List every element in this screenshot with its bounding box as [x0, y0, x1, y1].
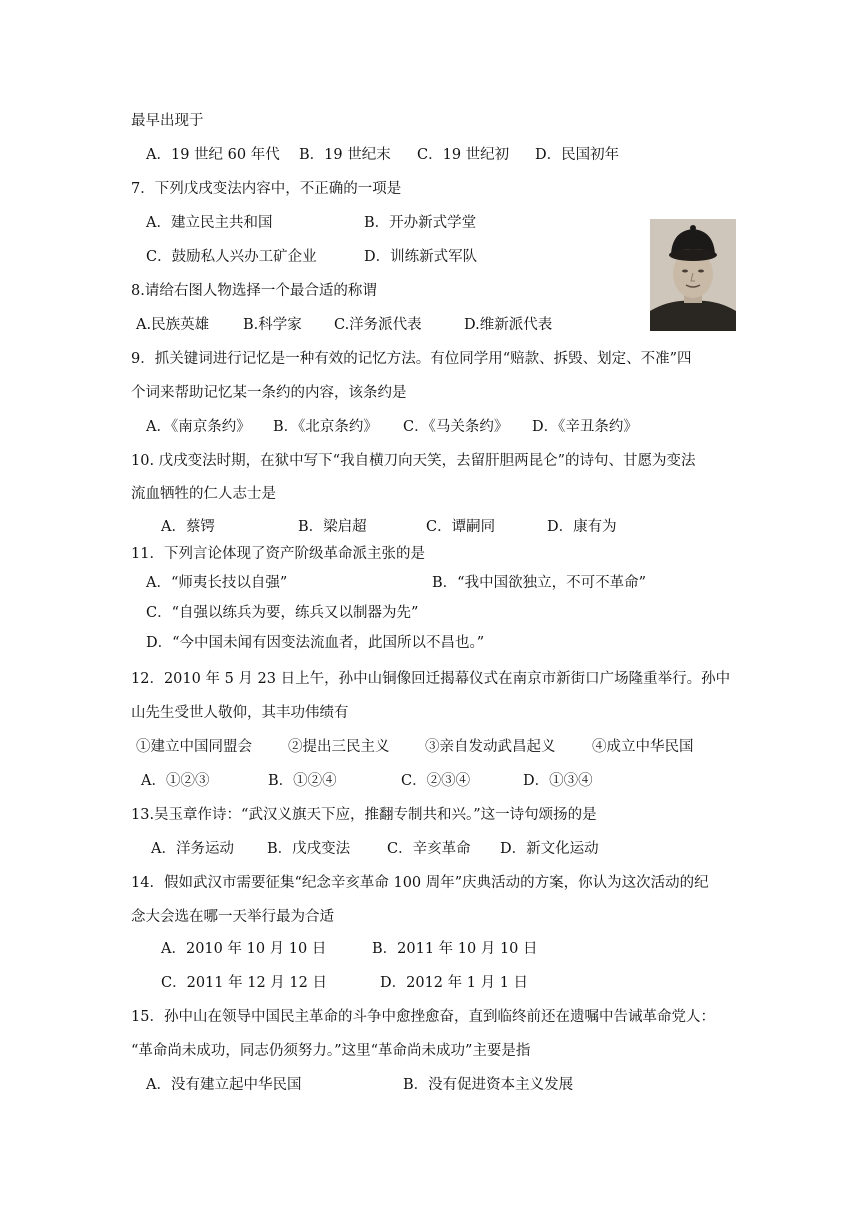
- option-a: A．“师夷长技以自强”: [146, 575, 288, 591]
- question-14-line-1: 14．假如武汉市需要征集“纪念辛亥革命 100 周年”庆典活动的方案，你认为这次活动的纪: [131, 875, 709, 891]
- question-12-line-2: 山先生受世人敬仰，其丰功伟绩有: [131, 705, 349, 721]
- option-b: B．戊戌变法: [267, 841, 351, 857]
- question-15-line-2: “革命尚未成功，同志仍须努力。”这里“革命尚未成功”主要是指: [131, 1043, 531, 1059]
- question-9-line-1: 9．抓关键词进行记忆是一种有效的记忆方法。有位同学用“赔款、拆毁、划定、不准”四: [131, 351, 692, 367]
- question-12-line-1: 12．2010 年 5 月 23 日上午，孙中山铜像回迁揭幕仪式在南京市新街口广场隆重举行。孙中: [131, 671, 731, 687]
- option-c: C.洋务派代表: [334, 317, 422, 333]
- portrait-image: [650, 219, 736, 331]
- option-a: A．2010 年 10 月 10 日: [161, 941, 327, 957]
- statement-2: ②提出三民主义: [288, 739, 390, 755]
- question-9-line-2: 个词来帮助记忆某一条约的内容，该条约是: [131, 385, 407, 401]
- question-10-line-2: 流血牺牲的仁人志士是: [131, 486, 276, 502]
- option-d: D．①③④: [523, 773, 593, 789]
- option-c: C．②③④: [401, 773, 471, 789]
- question-7: 7．下列戊戌变法内容中，不正确的一项是: [131, 181, 402, 197]
- option-a: A．没有建立起中华民国: [146, 1077, 302, 1093]
- option-a: A．19 世纪 60 年代: [146, 147, 280, 163]
- question-11: 11．下列言论体现了资产阶级革命派主张的是: [131, 546, 425, 562]
- option-a: A．洋务运动: [151, 841, 234, 857]
- option-c: C．《马关条约》: [403, 419, 509, 435]
- option-a: A．建立民主共和国: [146, 215, 273, 231]
- option-d: D.维新派代表: [464, 317, 553, 333]
- option-c: C．谭嗣同: [426, 519, 496, 535]
- option-a: A．蔡锷: [161, 519, 215, 535]
- option-b: B．开办新式学堂: [364, 215, 477, 231]
- option-b: B．19 世纪末: [299, 147, 391, 163]
- option-b: B．“我中国欲独立，不可不革命”: [432, 575, 646, 591]
- question-15-line-1: 15．孙中山在领导中国民主革命的斗争中愈挫愈奋，直到临终前还在遗嘱中告诫革命党人：: [131, 1009, 715, 1025]
- option-d: D．2012 年 1 月 1 日: [380, 975, 529, 991]
- option-b: B．2011 年 10 月 10 日: [372, 941, 538, 957]
- option-c: C．鼓励私人兴办工矿企业: [146, 249, 317, 265]
- option-d: D．民国初年: [535, 147, 620, 163]
- option-a: A．《南京条约》: [146, 419, 251, 435]
- portrait-figure: [650, 219, 736, 331]
- statement-1: ①建立中国同盟会: [136, 739, 252, 755]
- option-a: A.民族英雄: [136, 317, 210, 333]
- question-continuation: 最早出现于: [131, 113, 204, 129]
- question-8: 8.请给右图人物选择一个最合适的称谓: [131, 283, 377, 299]
- option-d: D．《辛丑条约》: [532, 419, 638, 435]
- option-c: C．2011 年 12 月 12 日: [161, 975, 327, 991]
- option-b: B.科学家: [243, 317, 302, 333]
- option-d: D．“今中国未闻有因变法流血者，此国所以不昌也。”: [146, 635, 485, 651]
- question-13: 13.吴玉章作诗：“武汉义旗天下应，推翻专制共和兴。”这一诗句颂扬的是: [131, 807, 597, 823]
- statement-4: ④成立中华民国: [592, 739, 694, 755]
- option-b: B．《北京条约》: [273, 419, 378, 435]
- question-14-line-2: 念大会选在哪一天举行最为合适: [131, 909, 334, 925]
- option-d: D．新文化运动: [500, 841, 599, 857]
- option-b: B．没有促进资本主义发展: [403, 1077, 574, 1093]
- option-a: A．①②③: [141, 773, 210, 789]
- question-10-line-1: 10. 戊戌变法时期，在狱中写下“我自横刀向天笑，去留肝胆两昆仑”的诗句、甘愿为变法: [131, 453, 696, 469]
- option-c: C．“自强以练兵为要，练兵又以制器为先”: [146, 605, 419, 621]
- statement-3: ③亲自发动武昌起义: [425, 739, 556, 755]
- option-b: B．①②④: [268, 773, 337, 789]
- option-d: D．康有为: [547, 519, 617, 535]
- option-d: D．训练新式军队: [364, 249, 478, 265]
- option-b: B．梁启超: [298, 519, 367, 535]
- option-c: C．辛亥革命: [387, 841, 471, 857]
- option-c: C．19 世纪初: [417, 147, 510, 163]
